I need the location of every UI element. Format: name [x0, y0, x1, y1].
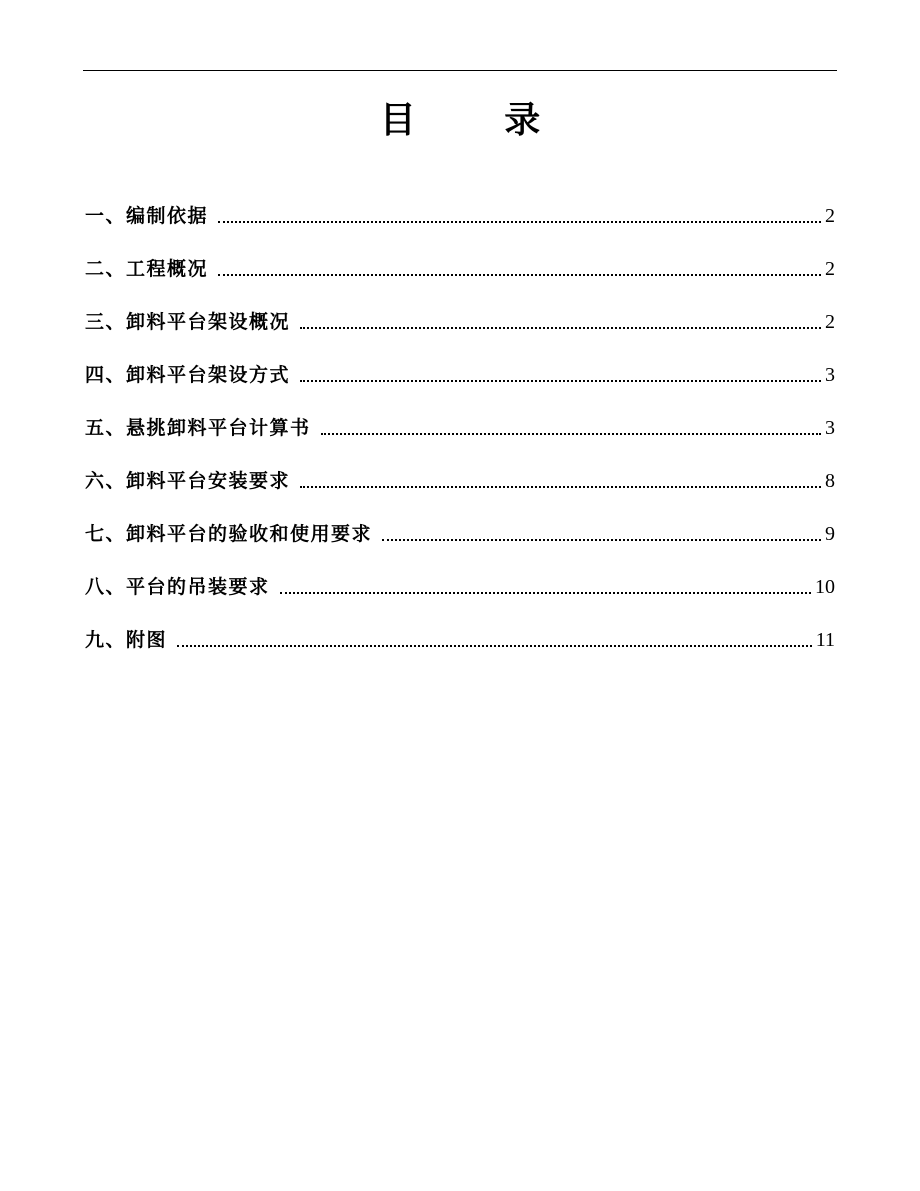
- toc-entry-page-number: 10: [815, 576, 835, 598]
- toc-entry[interactable]: [85, 441, 835, 494]
- toc-entry-label: 六、卸料平台安装要求: [85, 470, 291, 492]
- toc-entry-label: 八、平台的吊装要求: [85, 576, 270, 598]
- toc-entry[interactable]: [85, 335, 835, 388]
- toc-entry-page-number: 2: [825, 311, 835, 333]
- toc-entry-label: 五、悬挑卸料平台计算书: [85, 417, 311, 439]
- toc-entry-page-number: 3: [825, 364, 835, 386]
- dot-leader: [218, 221, 821, 223]
- toc-entry-label: 七、卸料平台的验收和使用要求: [85, 523, 373, 545]
- toc-entry-page-number: 2: [825, 258, 835, 280]
- dot-leader: [300, 380, 821, 382]
- table-of-contents: [85, 176, 835, 653]
- toc-entry-label: 四、卸料平台架设方式: [85, 364, 291, 386]
- toc-entry-label: 九、附图: [85, 629, 168, 651]
- toc-entry-page-number: 8: [825, 470, 835, 492]
- dot-leader: [300, 486, 821, 488]
- dot-leader: [280, 592, 811, 594]
- page-title: 目 录: [379, 99, 579, 141]
- toc-entry-page-number: 9: [825, 523, 835, 545]
- dot-leader: [177, 645, 812, 647]
- toc-entry[interactable]: [85, 176, 835, 229]
- toc-entry-page-number: 11: [815, 629, 835, 651]
- toc-entry[interactable]: [85, 388, 835, 441]
- dot-leader: [321, 433, 821, 435]
- toc-entry[interactable]: [85, 282, 835, 335]
- header-rule: [83, 70, 837, 71]
- toc-entry[interactable]: [85, 600, 835, 653]
- dot-leader: [218, 274, 821, 276]
- toc-entry[interactable]: [85, 547, 835, 600]
- toc-entry-label: 三、卸料平台架设概况: [85, 311, 291, 333]
- dot-leader: [300, 327, 821, 329]
- toc-entry[interactable]: [85, 494, 835, 547]
- toc-entry[interactable]: [85, 229, 835, 282]
- toc-entry-label: 一、编制依据: [85, 205, 209, 227]
- dot-leader: [382, 539, 821, 541]
- toc-entry-label: 二、工程概况: [85, 258, 209, 280]
- toc-entry-page-number: 2: [825, 205, 835, 227]
- toc-entry-page-number: 3: [825, 417, 835, 439]
